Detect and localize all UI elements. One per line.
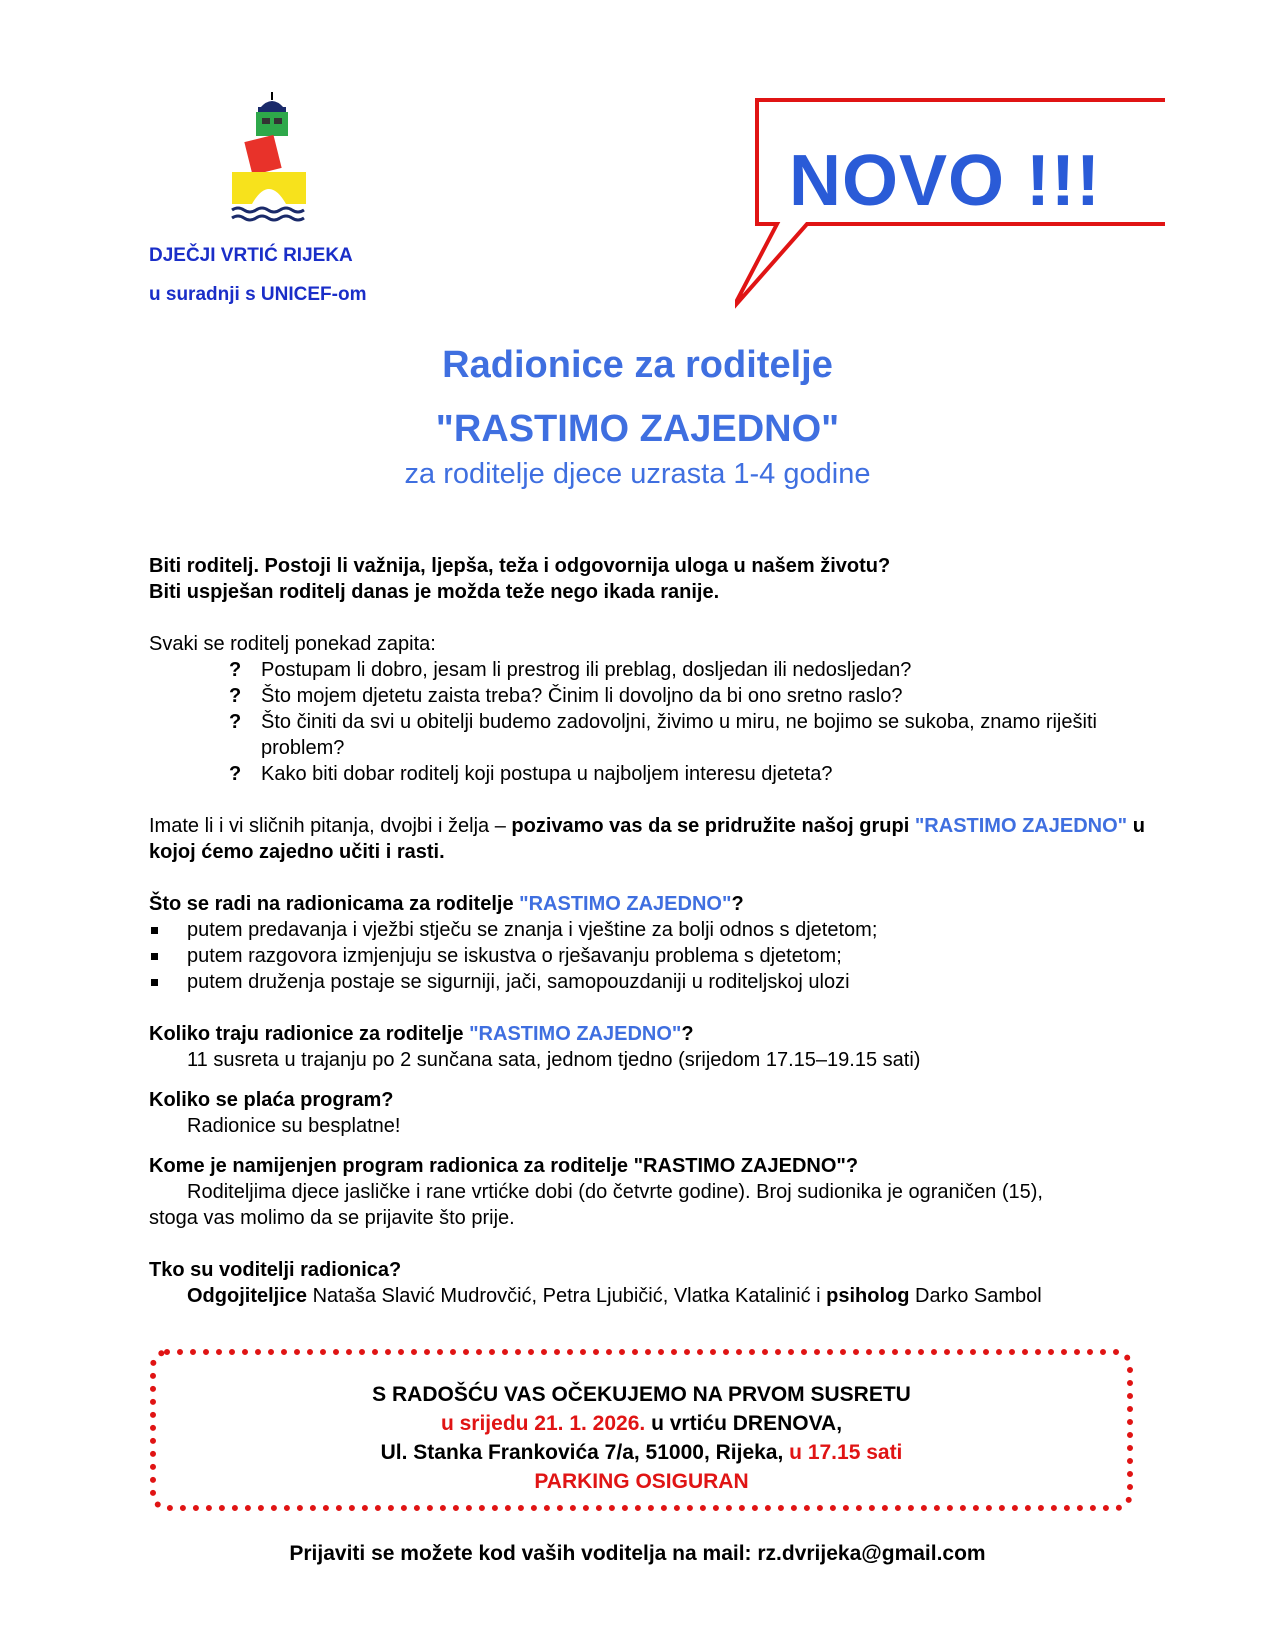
question-item: ? Što činiti da svi u obitelji budemo zadovoljni, živimo u miru, ne bojimo se sukoba, znamo riješiti problem? xyxy=(229,711,1097,759)
meeting-details xyxy=(149,1380,1134,1496)
question-item: ? Što mojem djetetu zaista treba? Činim li dovoljno da bi ono sretno raslo? xyxy=(229,685,903,707)
what-question: Što se radi na radionicama za roditelje "RASTIMO ZAJEDNO"? xyxy=(149,893,744,915)
organization-name: DJEČJI VRTIĆ RIJEKA xyxy=(149,245,353,266)
question-item: ? Postupam li dobro, jesam li prestrog ili preblag, dosljedan ili nedosljedan? xyxy=(229,659,912,681)
organization-partner: u suradnji s UNICEF-om xyxy=(149,284,367,305)
kindergarten-logo xyxy=(228,92,314,224)
organization-block xyxy=(149,236,366,314)
square-bullet-icon xyxy=(151,953,158,960)
question-mark-icon: ? xyxy=(229,763,242,785)
list-item: putem razgovora izmjenjuju se iskustva o rješavanju problema s djetetom; xyxy=(149,943,1159,969)
leaders-question: Tko su voditelji radionica? xyxy=(149,1259,402,1281)
audience-question: Kome je namijenjen program radionica za roditelje "RASTIMO ZAJEDNO"? xyxy=(149,1155,859,1177)
registration-footer: Prijaviti se možete kod vaših voditelja na mail: rz.dvrijeka@gmail.com xyxy=(289,1542,986,1565)
list-item: putem predavanja i vježbi stječu se znanja i vještine za bolji odnos s djetetom; xyxy=(149,917,1159,943)
questions-lead: Svaki se roditelj ponekad zapita: xyxy=(149,633,436,655)
square-bullet-icon xyxy=(151,927,158,934)
meeting-headline: S RADOŠĆU VAS OČEKUJEMO NA PRVOM SUSRETU xyxy=(372,1383,911,1406)
cost-question: Koliko se plaća program? xyxy=(149,1089,394,1111)
program-name: "RASTIMO ZAJEDNO" xyxy=(435,408,840,450)
parking-note: PARKING OSIGURAN xyxy=(534,1470,749,1493)
duration-question: Koliko traju radionice za roditelje "RASTIMO ZAJEDNO"? xyxy=(149,1023,694,1045)
novo-label: NOVO !!! xyxy=(789,141,1101,221)
meeting-address: Ul. Stanka Frankovića 7/a, 51000, Rijeka, u 17.15 sati xyxy=(380,1441,903,1464)
main-content xyxy=(149,553,1159,1309)
page-title: Radionice za roditelje xyxy=(442,344,833,386)
question-mark-icon: ? xyxy=(229,685,242,707)
intro-line-2: Biti uspješan roditelj danas je možda teže nego ikada ranije. xyxy=(149,581,720,603)
invitation-paragraph: Imate li i vi sličnih pitanja, dvojbi i želja – pozivamo vas da se pridružite našoj grupi "RASTIMO ZAJEDNO" u kojoj ćemo zajedno učiti i rasti. xyxy=(149,815,1145,863)
question-item: ? Kako biti dobar roditelj koji postupa u najboljem interesu djeteta? xyxy=(229,763,833,785)
page-subtitle: za roditelje djece uzrasta 1-4 godine xyxy=(404,458,871,490)
leaders-answer: Odgojiteljice Nataša Slavić Mudrovčić, Petra Ljubičić, Vlatka Katalinić i psiholog Darko Sambol xyxy=(187,1285,1042,1307)
square-bullet-icon xyxy=(151,979,158,986)
duration-answer: 11 susreta u trajanju po 2 sunčana sata, jednom tjedno (srijedom 17.15–19.15 sati) xyxy=(187,1049,921,1071)
intro-line-1: Biti roditelj. Postoji li važnija, ljepša, teža i odgovornija uloga u našem životu? xyxy=(149,555,891,577)
audience-answer-line-2: stoga vas molimo da se prijavite što prije. xyxy=(149,1207,515,1229)
meeting-date-place: u srijedu 21. 1. 2026. u vrtiću DRENOVA, xyxy=(440,1412,843,1435)
list-item: putem druženja postaje se sigurniji, jači, samopouzdaniji u roditeljskoj ulozi xyxy=(149,969,1159,995)
question-mark-icon: ? xyxy=(229,711,242,733)
cost-answer: Radionice su besplatne! xyxy=(187,1115,401,1137)
question-mark-icon: ? xyxy=(229,659,242,681)
audience-answer-line-1: Roditeljima djece jasličke i rane vrtićke dobi (do četvrte godine). Broj sudionika je ograničen (15), xyxy=(187,1181,1043,1203)
